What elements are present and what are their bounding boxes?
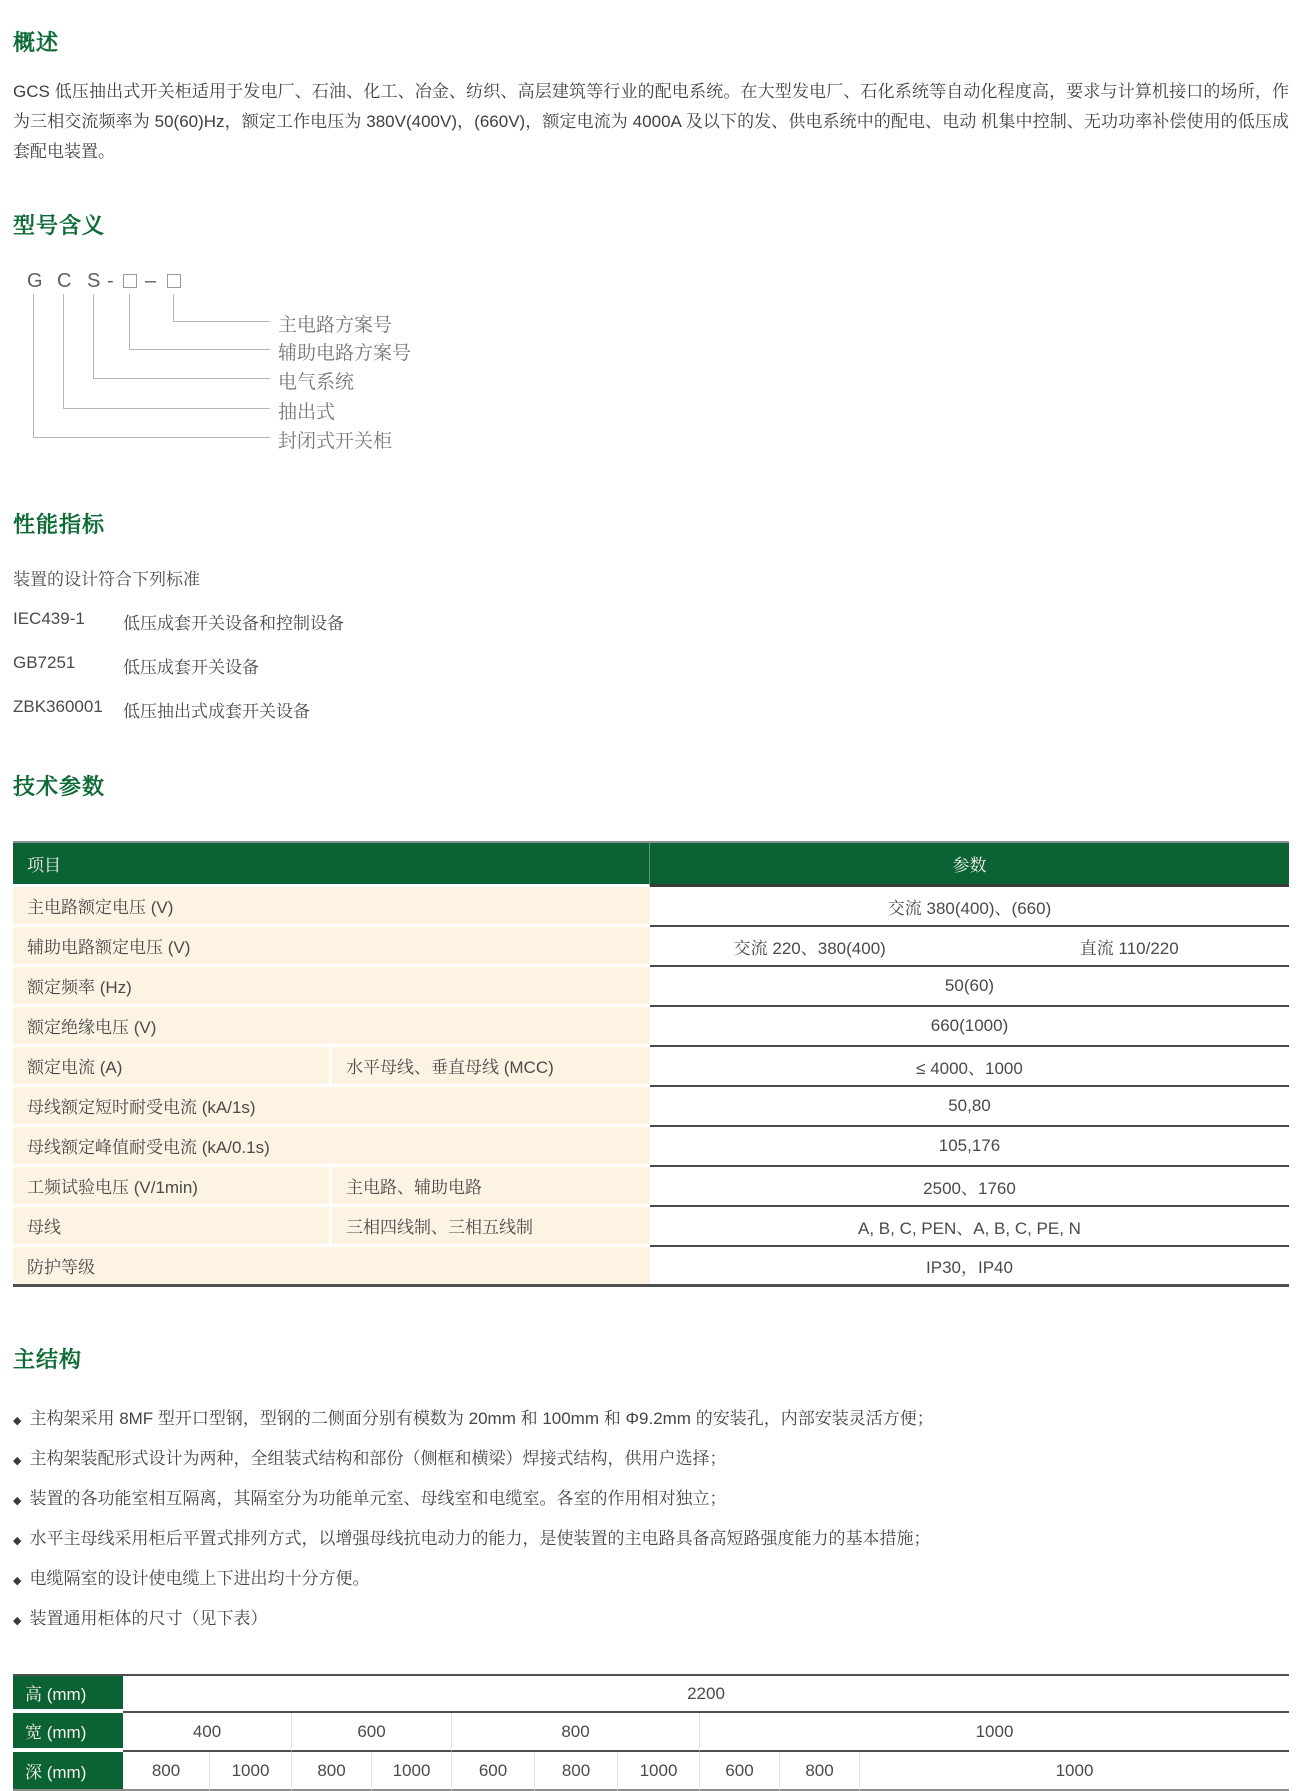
table-row-width <box>13 1713 1289 1752</box>
dim-value: 600 <box>292 1713 452 1752</box>
structure-bullet-list <box>13 1400 1289 1640</box>
row-value: 50,80 <box>650 1087 1289 1127</box>
standard-code: GB7251 <box>13 653 76 672</box>
section-main-structure <box>13 1343 1289 1791</box>
placeholder-box-icon <box>123 274 137 288</box>
table-row <box>13 1087 1289 1127</box>
row-value <box>650 927 1289 967</box>
model-heading: 型号含义 <box>13 213 106 238</box>
list-item <box>13 1600 1289 1640</box>
bullet-text: 主构架装配形式设计为两种，全组装式结构和部份（侧框和横梁）焊接式结构，供用户选择； <box>29 1449 727 1468</box>
row-item: 辅助电路额定电压 (V) <box>13 927 650 967</box>
standard-row <box>13 609 1289 634</box>
model-label: 抽出式 <box>278 402 336 423</box>
model-label: 主电路方案号 <box>278 315 393 336</box>
standard-desc: 低压抽出式成套开关设备 <box>123 702 310 721</box>
list-item <box>13 1400 1289 1440</box>
table-row <box>13 1127 1289 1167</box>
row-value: 105,176 <box>650 1127 1289 1167</box>
row-subitem: 三相四线制、三相五线制 <box>332 1207 650 1247</box>
standard-code: ZBK360001 <box>13 697 103 716</box>
standard-desc: 低压成套开关设备 <box>123 658 259 677</box>
diamond-bullet-icon: ◆ <box>13 1495 22 1507</box>
bullet-text: 水平主母线采用柜后平置式排列方式，以增强母线抗电动力的能力，是使装置的主电路具备高短路强度能力的基本措施； <box>29 1529 931 1548</box>
table-row-height <box>13 1674 1289 1713</box>
model-separator: – <box>145 270 157 292</box>
row-item: 主电路额定电压 (V) <box>13 887 650 927</box>
row-item: 母线额定短时耐受电流 (kA/1s) <box>13 1087 650 1127</box>
dim-value: 600 <box>700 1752 780 1791</box>
row-value: 660(1000) <box>650 1007 1289 1047</box>
dim-value: 2200 <box>123 1674 1289 1713</box>
list-item <box>13 1520 1289 1560</box>
dim-value: 1000 <box>618 1752 700 1791</box>
model-label: 电气系统 <box>278 372 355 393</box>
diamond-bullet-icon: ◆ <box>13 1415 22 1427</box>
standard-code: IEC439-1 <box>13 609 85 628</box>
dim-value: 800 <box>535 1752 618 1791</box>
bullet-text: 装置的各功能室相互隔离，其隔室分为功能单元室、母线室和电缆室。各室的作用相对独立； <box>29 1489 727 1508</box>
bullet-text: 主构架采用 8MF 型开口型钢，型钢的二侧面分别有模数为 20mm 和 100mm 和 Φ9.2mm 的安装孔，内部安装灵活方便； <box>29 1409 934 1428</box>
placeholder-box-icon <box>167 274 181 288</box>
dim-row-label: 宽 (mm) <box>13 1713 123 1752</box>
row-item: 额定绝缘电压 (V) <box>13 1007 650 1047</box>
dim-value: 800 <box>452 1713 700 1752</box>
section-model-meaning <box>13 209 1289 462</box>
section-tech-params <box>13 770 1289 1287</box>
table-row <box>13 1047 1289 1087</box>
list-item <box>13 1440 1289 1480</box>
row-subitem: 主电路、辅助电路 <box>332 1167 650 1207</box>
row-value: 50(60) <box>650 967 1289 1007</box>
connector-line <box>33 294 270 438</box>
row-value: A, B, C, PEN、A, B, C, PE, N <box>650 1207 1289 1247</box>
model-letter: S <box>87 270 101 292</box>
model-letter: C <box>57 270 72 292</box>
model-label: 封闭式开关柜 <box>278 431 393 452</box>
column-header-param: 参数 <box>650 841 1289 887</box>
diamond-bullet-icon: ◆ <box>13 1535 22 1547</box>
row-subitem: 水平母线、垂直母线 (MCC) <box>332 1047 650 1087</box>
table-header-row <box>13 841 1289 887</box>
performance-heading: 性能指标 <box>13 512 106 537</box>
standard-desc: 低压成套开关设备和控制设备 <box>123 614 344 633</box>
table-row <box>13 1167 1289 1207</box>
dim-value: 1000 <box>372 1752 452 1791</box>
overview-heading: 概述 <box>13 30 60 55</box>
row-item: 工频试验电压 (V/1min) <box>13 1167 332 1207</box>
standard-row <box>13 653 1289 678</box>
tech-params-table <box>13 841 1289 1287</box>
row-item: 额定电流 (A) <box>13 1047 332 1087</box>
row-value: IP30，IP40 <box>650 1247 1289 1287</box>
structure-heading: 主结构 <box>13 1347 83 1372</box>
column-header-item: 项目 <box>13 841 650 887</box>
row-value: ≤ 4000、1000 <box>650 1047 1289 1087</box>
table-row <box>13 1247 1289 1287</box>
dim-value: 1000 <box>210 1752 292 1791</box>
bullet-text: 装置通用柜体的尺寸（见下表） <box>29 1609 268 1628</box>
row-value-dc: 直流 110/220 <box>1079 938 1179 958</box>
model-label: 辅助电路方案号 <box>278 343 412 364</box>
dim-value: 1000 <box>700 1713 1289 1752</box>
row-item: 母线 <box>13 1207 332 1247</box>
table-row <box>13 967 1289 1007</box>
row-value: 2500、1760 <box>650 1167 1289 1207</box>
row-item: 母线额定峰值耐受电流 (kA/0.1s) <box>13 1127 650 1167</box>
model-letter: G <box>27 270 43 292</box>
dim-value: 600 <box>452 1752 535 1791</box>
table-row <box>13 1007 1289 1047</box>
dim-value: 1000 <box>860 1752 1289 1791</box>
row-value-ac: 交流 220、380(400) <box>733 938 886 958</box>
cabinet-dimensions-table <box>13 1674 1289 1791</box>
table-row <box>13 887 1289 927</box>
row-item: 额定频率 (Hz) <box>13 967 650 1007</box>
table-row-depth <box>13 1752 1289 1791</box>
overview-paragraph: GCS 低压抽出式开关柜适用于发电厂、石油、化工、冶金、纺织、高层建筑等行业的配电系统。在大型发电厂、石化系统等自动化程度高，要求与计算机接口的场所，作为三相交流频率为 50(60)Hz，额定工作电压为 380V(400V)，(660V)，额定电流为 4000A 及以下的发、供电系统中的配电、电动 机集中控制、无功功率补偿使用的低压成套配电装置。 <box>13 82 1289 161</box>
table-row <box>13 927 1289 967</box>
row-value: 交流 380(400)、(660) <box>650 887 1289 927</box>
table-row <box>13 1207 1289 1247</box>
list-item <box>13 1560 1289 1600</box>
section-performance <box>13 508 1289 722</box>
bullet-text: 电缆隔室的设计使电缆上下进出均十分方便。 <box>29 1569 370 1588</box>
dim-value: 800 <box>123 1752 210 1791</box>
performance-intro: 装置的设计符合下列标准 <box>13 570 200 589</box>
tech-heading: 技术参数 <box>13 774 106 799</box>
diamond-bullet-icon: ◆ <box>13 1575 22 1587</box>
model-code-diagram <box>13 270 1289 462</box>
dim-value: 800 <box>292 1752 372 1791</box>
list-item <box>13 1480 1289 1520</box>
dim-value: 400 <box>123 1713 292 1752</box>
diamond-bullet-icon: ◆ <box>13 1455 22 1467</box>
model-separator: - <box>107 270 114 292</box>
dim-row-label: 高 (mm) <box>13 1674 123 1713</box>
standard-row <box>13 697 1289 722</box>
dim-row-label: 深 (mm) <box>13 1752 123 1791</box>
section-overview <box>13 26 1289 167</box>
diamond-bullet-icon: ◆ <box>13 1615 22 1627</box>
row-item: 防护等级 <box>13 1247 650 1287</box>
dim-value: 800 <box>780 1752 860 1791</box>
